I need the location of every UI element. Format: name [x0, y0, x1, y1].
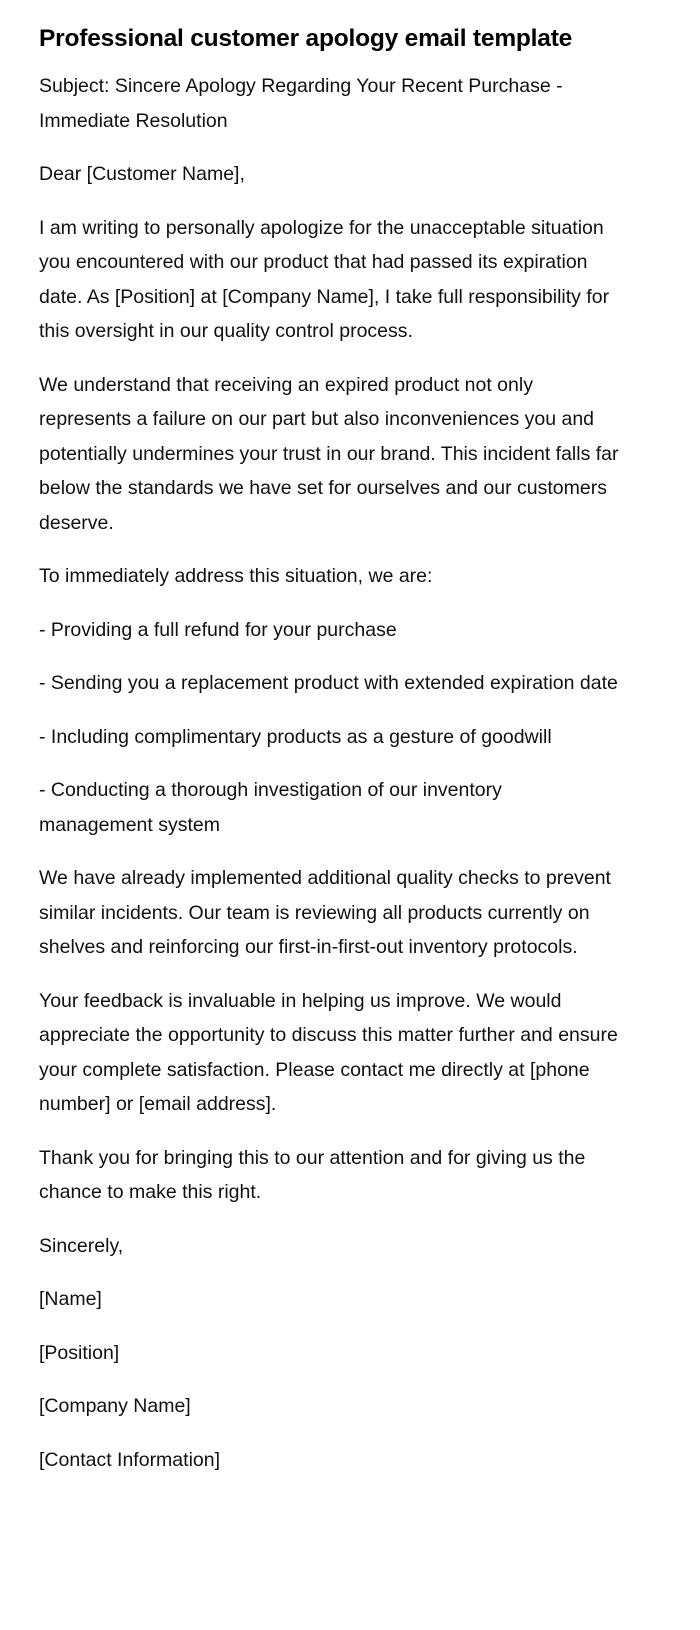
body-paragraph: We understand that receiving an expired product not only represents a failure on our part but also inconveniences you and potentially undermines your trust in our brand. This incident falls far below the standards we have set for ourselves and our customers deserve. [39, 373, 619, 534]
body-paragraph: We have already implemented additional quality checks to prevent similar incidents. Our team is reviewing all products currently on shelves and reinforcing our first-in-first-out inventory protocols. [39, 867, 611, 958]
salutation: Dear [Customer Name], [39, 163, 245, 185]
subject-line: Subject: Sincere Apology Regarding Your Recent Purchase - Immediate Resolution [39, 75, 563, 132]
list-item: - Sending you a replacement product with extended expiration date [39, 672, 618, 694]
list-item: - Including complimentary products as a gesture of goodwill [39, 725, 552, 748]
list-item: - Providing a full refund for your purchase [39, 618, 397, 641]
body-paragraph: I am writing to personally apologize for the unacceptable situation you encountered with our product that had passed its expiration date. As [Position] at [Company Name], I take full responsibility for this oversight in our quality control process. [39, 216, 610, 342]
signature-name: [Name] [39, 1288, 102, 1310]
body-paragraph: Your feedback is invaluable in helping us improve. We would appreciate the opportunity to discuss this matter further and ensure your complete satisfaction. Please contact me directly at [phone number] or [email address]. [39, 989, 618, 1115]
document-title: Professional customer apology email template [39, 25, 573, 52]
list-intro: To immediately address this situation, we are: [39, 565, 433, 587]
list-item: - Conducting a thorough investigation of our inventory management system [39, 779, 502, 836]
closing: Sincerely, [39, 1234, 124, 1257]
signature-company: [Company Name] [39, 1395, 191, 1417]
signature-position: [Position] [39, 1341, 120, 1364]
signature-contact: [Contact Information] [39, 1448, 221, 1471]
body-paragraph: Thank you for bringing this to our attention and for giving us the chance to make this right. [39, 1146, 586, 1203]
